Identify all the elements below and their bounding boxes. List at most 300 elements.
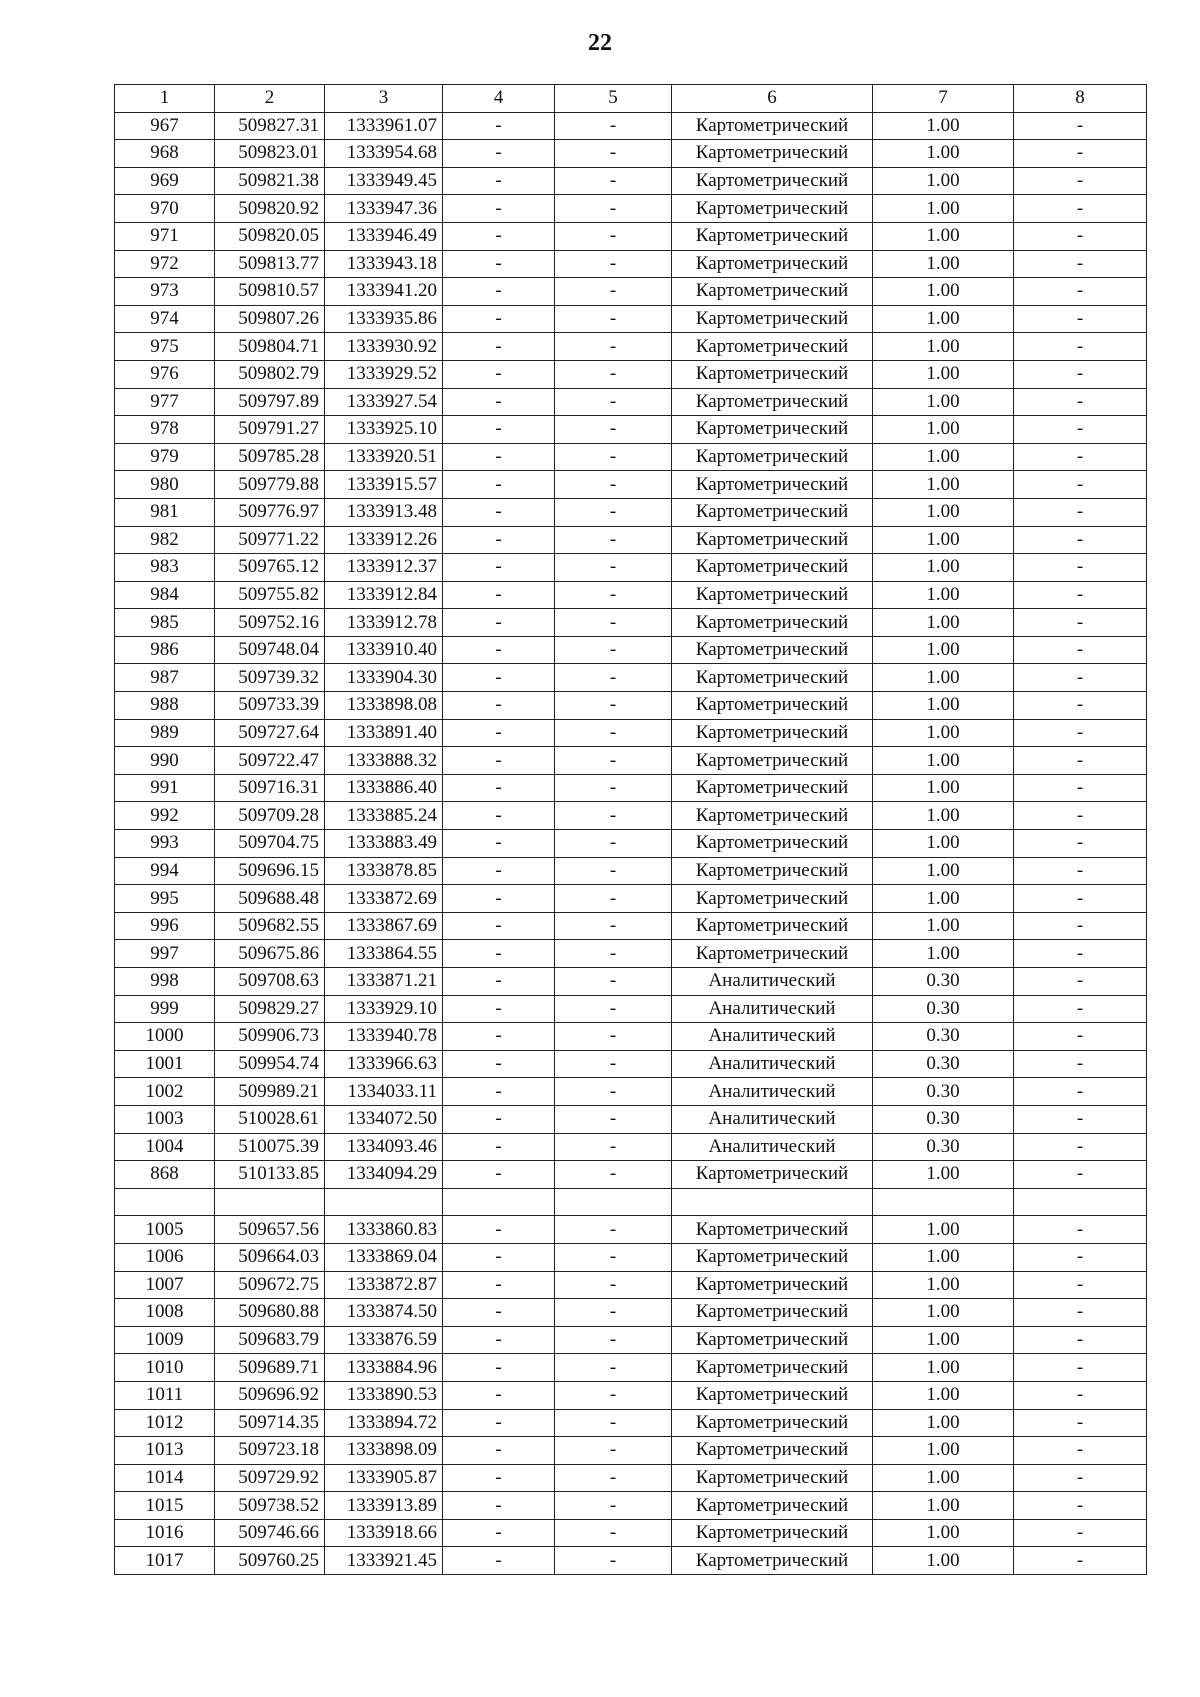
x-coordinate-cell: 510028.61	[215, 1105, 325, 1133]
column-4-cell: -	[443, 912, 555, 940]
column-4-cell: -	[443, 1243, 555, 1271]
y-coordinate-cell: 1333921.45	[325, 1547, 443, 1575]
column-5-cell: -	[555, 167, 672, 195]
column-4-cell: -	[443, 1105, 555, 1133]
method-cell: Картометрический	[672, 1381, 873, 1409]
method-cell: Картометрический	[672, 1464, 873, 1492]
accuracy-cell: 1.00	[873, 1547, 1014, 1575]
y-coordinate-cell: 1334093.46	[325, 1133, 443, 1161]
column-4-cell: -	[443, 581, 555, 609]
y-coordinate-cell: 1333913.48	[325, 498, 443, 526]
y-coordinate-cell: 1333912.84	[325, 581, 443, 609]
x-coordinate-cell: 509729.92	[215, 1464, 325, 1492]
table-row	[115, 554, 1147, 582]
column-5-cell: -	[555, 222, 672, 250]
point-number-cell: 1010	[115, 1354, 215, 1382]
point-number-cell: 971	[115, 222, 215, 250]
point-number-cell: 1016	[115, 1519, 215, 1547]
column-4-cell: -	[443, 498, 555, 526]
accuracy-cell: 1.00	[873, 912, 1014, 940]
point-number-cell: 976	[115, 360, 215, 388]
y-coordinate-cell: 1333935.86	[325, 305, 443, 333]
column-4-cell: -	[443, 1271, 555, 1299]
table-row	[115, 416, 1147, 444]
column-5-cell: -	[555, 1492, 672, 1520]
x-coordinate-cell: 509802.79	[215, 360, 325, 388]
method-cell: Аналитический	[672, 1078, 873, 1106]
column-4-cell: -	[443, 1409, 555, 1437]
table-row	[115, 968, 1147, 996]
x-coordinate-cell: 509727.64	[215, 719, 325, 747]
point-number-cell: 978	[115, 416, 215, 444]
column-8-cell: -	[1014, 1326, 1147, 1354]
x-coordinate-cell: 509675.86	[215, 940, 325, 968]
column-5-cell: -	[555, 802, 672, 830]
point-number-cell: 990	[115, 747, 215, 775]
column-4-cell: -	[443, 140, 555, 168]
accuracy-cell: 1.00	[873, 416, 1014, 444]
method-cell: Картометрический	[672, 360, 873, 388]
method-cell: Картометрический	[672, 416, 873, 444]
point-number-cell: 1012	[115, 1409, 215, 1437]
method-cell: Картометрический	[672, 940, 873, 968]
y-coordinate-cell: 1333925.10	[325, 416, 443, 444]
accuracy-cell: 0.30	[873, 968, 1014, 996]
column-5-cell: -	[555, 774, 672, 802]
column-4-cell: -	[443, 1381, 555, 1409]
x-coordinate-cell: 509746.66	[215, 1519, 325, 1547]
y-coordinate-cell: 1333943.18	[325, 250, 443, 278]
column-8-cell: -	[1014, 112, 1147, 140]
accuracy-cell: 1.00	[873, 1243, 1014, 1271]
accuracy-cell: 1.00	[873, 857, 1014, 885]
method-cell: Картометрический	[672, 774, 873, 802]
point-number-cell: 993	[115, 830, 215, 858]
y-coordinate-cell: 1333872.69	[325, 885, 443, 913]
column-5-cell: -	[555, 1078, 672, 1106]
column-5-cell: -	[555, 498, 672, 526]
method-cell: Картометрический	[672, 609, 873, 637]
column-8-cell: -	[1014, 1381, 1147, 1409]
accuracy-cell: 1.00	[873, 774, 1014, 802]
x-coordinate-cell: 509752.16	[215, 609, 325, 637]
y-coordinate-cell: 1334072.50	[325, 1105, 443, 1133]
column-8-cell: -	[1014, 857, 1147, 885]
method-cell: Картометрический	[672, 443, 873, 471]
table-row	[115, 692, 1147, 720]
column-4-cell: -	[443, 443, 555, 471]
y-coordinate-cell: 1333947.36	[325, 195, 443, 223]
y-coordinate-cell: 1333878.85	[325, 857, 443, 885]
table-row	[115, 1216, 1147, 1244]
column-5-cell: -	[555, 1547, 672, 1575]
method-cell: Картометрический	[672, 1492, 873, 1520]
y-coordinate-cell: 1333888.32	[325, 747, 443, 775]
column-5-cell: -	[555, 940, 672, 968]
table-body	[115, 112, 1147, 1574]
column-5-cell: -	[555, 692, 672, 720]
column-4-cell: -	[443, 636, 555, 664]
column-4-cell: -	[443, 664, 555, 692]
accuracy-cell: 0.30	[873, 1050, 1014, 1078]
column-4-cell: -	[443, 774, 555, 802]
x-coordinate-cell: 509672.75	[215, 1271, 325, 1299]
column-5-cell: -	[555, 609, 672, 637]
point-number-cell: 1000	[115, 1023, 215, 1051]
accuracy-cell: 1.00	[873, 1354, 1014, 1382]
accuracy-cell: 1.00	[873, 443, 1014, 471]
y-coordinate-cell: 1333912.78	[325, 609, 443, 637]
table-header-row	[115, 85, 1147, 113]
column-4-cell: -	[443, 802, 555, 830]
y-coordinate-cell: 1333884.96	[325, 1354, 443, 1382]
column-4-cell: -	[443, 830, 555, 858]
column-4-cell: -	[443, 747, 555, 775]
column-5-cell: -	[555, 1243, 672, 1271]
accuracy-cell: 0.30	[873, 1078, 1014, 1106]
column-8-cell: -	[1014, 747, 1147, 775]
table-row	[115, 360, 1147, 388]
table-row	[115, 195, 1147, 223]
accuracy-cell: 1.00	[873, 802, 1014, 830]
column-8-cell: -	[1014, 1547, 1147, 1575]
column-4-cell: -	[443, 1547, 555, 1575]
table-row	[115, 1023, 1147, 1051]
column-5-cell: -	[555, 885, 672, 913]
point-number-cell: 996	[115, 912, 215, 940]
point-number-cell: 991	[115, 774, 215, 802]
column-4-cell: -	[443, 167, 555, 195]
column-8-cell: -	[1014, 1354, 1147, 1382]
x-coordinate-cell: 510133.85	[215, 1161, 325, 1189]
accuracy-cell: 0.30	[873, 1023, 1014, 1051]
column-5-cell: -	[555, 305, 672, 333]
column-5-cell: -	[555, 830, 672, 858]
y-coordinate-cell: 1333929.10	[325, 995, 443, 1023]
y-coordinate-cell: 1333927.54	[325, 388, 443, 416]
column-5-cell: -	[555, 1050, 672, 1078]
y-coordinate-cell: 1333898.09	[325, 1437, 443, 1465]
column-8-cell: -	[1014, 1078, 1147, 1106]
column-8-cell: -	[1014, 222, 1147, 250]
method-cell: Картометрический	[672, 195, 873, 223]
method-cell: Картометрический	[672, 526, 873, 554]
method-cell: Аналитический	[672, 1050, 873, 1078]
column-8-cell: -	[1014, 1271, 1147, 1299]
x-coordinate-cell: 509696.92	[215, 1381, 325, 1409]
point-number-cell: 969	[115, 167, 215, 195]
column-5-cell: -	[555, 416, 672, 444]
column-5-cell: -	[555, 333, 672, 361]
accuracy-cell: 1.00	[873, 250, 1014, 278]
y-coordinate-cell: 1333910.40	[325, 636, 443, 664]
accuracy-cell: 1.00	[873, 1381, 1014, 1409]
column-5-cell: -	[555, 581, 672, 609]
column-4-cell: -	[443, 1519, 555, 1547]
column-5-cell: -	[555, 388, 672, 416]
y-coordinate-cell: 1333920.51	[325, 443, 443, 471]
accuracy-cell: 1.00	[873, 195, 1014, 223]
accuracy-cell: 1.00	[873, 305, 1014, 333]
column-8-cell: -	[1014, 940, 1147, 968]
y-coordinate-cell: 1334033.11	[325, 1078, 443, 1106]
method-cell: Картометрический	[672, 1243, 873, 1271]
x-coordinate-cell: 509714.35	[215, 1409, 325, 1437]
column-5-cell: -	[555, 140, 672, 168]
column-4-cell: -	[443, 278, 555, 306]
y-coordinate-cell: 1333883.49	[325, 830, 443, 858]
column-4-cell: -	[443, 1078, 555, 1106]
table-row	[115, 636, 1147, 664]
column-5-cell: -	[555, 443, 672, 471]
column-4-cell: -	[443, 1326, 555, 1354]
column-5-cell: -	[555, 112, 672, 140]
column-5-cell: -	[555, 1519, 672, 1547]
x-coordinate-cell: 509748.04	[215, 636, 325, 664]
table-row	[115, 774, 1147, 802]
table-row	[115, 1547, 1147, 1575]
table-row	[115, 857, 1147, 885]
accuracy-cell: 1.00	[873, 1326, 1014, 1354]
x-coordinate-cell: 509804.71	[215, 333, 325, 361]
table-row	[115, 443, 1147, 471]
column-8-cell: -	[1014, 1519, 1147, 1547]
table-row	[115, 222, 1147, 250]
column-5-cell: -	[555, 1354, 672, 1382]
accuracy-cell: 1.00	[873, 167, 1014, 195]
column-8-cell: -	[1014, 278, 1147, 306]
column-8-cell: -	[1014, 471, 1147, 499]
column-5-cell: -	[555, 912, 672, 940]
point-number-cell: 1008	[115, 1299, 215, 1327]
accuracy-cell	[873, 1188, 1014, 1216]
column-5-cell: -	[555, 360, 672, 388]
column-8-cell: -	[1014, 609, 1147, 637]
point-number-cell: 1013	[115, 1437, 215, 1465]
method-cell: Картометрический	[672, 802, 873, 830]
table-row	[115, 250, 1147, 278]
point-number-cell: 1014	[115, 1464, 215, 1492]
point-number-cell: 975	[115, 333, 215, 361]
x-coordinate-cell: 509906.73	[215, 1023, 325, 1051]
column-4-cell: -	[443, 1299, 555, 1327]
x-coordinate-cell: 509689.71	[215, 1354, 325, 1382]
accuracy-cell: 1.00	[873, 940, 1014, 968]
table-row	[115, 333, 1147, 361]
column-4-cell: -	[443, 222, 555, 250]
table-row	[115, 747, 1147, 775]
column-4-cell: -	[443, 1133, 555, 1161]
y-coordinate-cell: 1333949.45	[325, 167, 443, 195]
accuracy-cell: 0.30	[873, 1133, 1014, 1161]
column-5-cell: -	[555, 1409, 672, 1437]
method-cell: Картометрический	[672, 719, 873, 747]
x-coordinate-cell: 509755.82	[215, 581, 325, 609]
x-coordinate-cell: 509829.27	[215, 995, 325, 1023]
point-number-cell: 868	[115, 1161, 215, 1189]
x-coordinate-cell: 509807.26	[215, 305, 325, 333]
accuracy-cell: 1.00	[873, 581, 1014, 609]
x-coordinate-cell: 509954.74	[215, 1050, 325, 1078]
method-cell: Картометрический	[672, 1547, 873, 1575]
point-number-cell: 1005	[115, 1216, 215, 1244]
accuracy-cell: 1.00	[873, 471, 1014, 499]
accuracy-cell: 0.30	[873, 995, 1014, 1023]
column-5-cell: -	[555, 1437, 672, 1465]
column-8-cell: -	[1014, 774, 1147, 802]
table-row	[115, 140, 1147, 168]
accuracy-cell: 1.00	[873, 360, 1014, 388]
y-coordinate-cell: 1333941.20	[325, 278, 443, 306]
y-coordinate-cell: 1333867.69	[325, 912, 443, 940]
x-coordinate-cell: 509776.97	[215, 498, 325, 526]
column-8-cell: -	[1014, 1105, 1147, 1133]
table-row	[115, 388, 1147, 416]
column-8-cell: -	[1014, 1050, 1147, 1078]
column-8-cell: -	[1014, 416, 1147, 444]
table-row	[115, 1050, 1147, 1078]
method-cell: Картометрический	[672, 140, 873, 168]
column-5-cell: -	[555, 1133, 672, 1161]
x-coordinate-cell: 509723.18	[215, 1437, 325, 1465]
x-coordinate-cell: 509821.38	[215, 167, 325, 195]
accuracy-cell: 1.00	[873, 112, 1014, 140]
table-row	[115, 526, 1147, 554]
column-5-cell: -	[555, 195, 672, 223]
column-8-cell: -	[1014, 830, 1147, 858]
x-coordinate-cell: 509739.32	[215, 664, 325, 692]
table-row	[115, 278, 1147, 306]
column-5-cell: -	[555, 664, 672, 692]
point-number-cell: 995	[115, 885, 215, 913]
column-5-cell: -	[555, 995, 672, 1023]
method-cell: Картометрический	[672, 333, 873, 361]
x-coordinate-cell: 509779.88	[215, 471, 325, 499]
column-4-cell: -	[443, 1492, 555, 1520]
method-cell: Аналитический	[672, 1133, 873, 1161]
method-cell: Картометрический	[672, 498, 873, 526]
method-cell: Картометрический	[672, 471, 873, 499]
point-number-cell: 988	[115, 692, 215, 720]
column-5-cell: -	[555, 1381, 672, 1409]
x-coordinate-cell: 509738.52	[215, 1492, 325, 1520]
method-cell: Картометрический	[672, 278, 873, 306]
y-coordinate-cell: 1333961.07	[325, 112, 443, 140]
column-5-cell: -	[555, 747, 672, 775]
y-coordinate-cell: 1333894.72	[325, 1409, 443, 1437]
column-5-cell: -	[555, 1299, 672, 1327]
accuracy-cell: 1.00	[873, 1299, 1014, 1327]
accuracy-cell: 1.00	[873, 388, 1014, 416]
point-number-cell: 1009	[115, 1326, 215, 1354]
accuracy-cell: 1.00	[873, 885, 1014, 913]
table-row	[115, 995, 1147, 1023]
point-number-cell: 983	[115, 554, 215, 582]
point-number-cell: 1004	[115, 1133, 215, 1161]
x-coordinate-cell: 509688.48	[215, 885, 325, 913]
point-number-cell: 984	[115, 581, 215, 609]
column-8-cell: -	[1014, 388, 1147, 416]
table-row	[115, 1519, 1147, 1547]
column-5-cell: -	[555, 554, 672, 582]
x-coordinate-cell: 509733.39	[215, 692, 325, 720]
accuracy-cell: 1.00	[873, 333, 1014, 361]
y-coordinate-cell: 1333930.92	[325, 333, 443, 361]
column-4-cell: -	[443, 554, 555, 582]
y-coordinate-cell: 1333929.52	[325, 360, 443, 388]
method-cell: Картометрический	[672, 250, 873, 278]
column-8-cell: -	[1014, 636, 1147, 664]
column-8-cell: -	[1014, 719, 1147, 747]
y-coordinate-cell: 1333904.30	[325, 664, 443, 692]
method-cell: Картометрический	[672, 1409, 873, 1437]
x-coordinate-cell: 509708.63	[215, 968, 325, 996]
method-cell: Картометрический	[672, 1326, 873, 1354]
table-row	[115, 1271, 1147, 1299]
column-8-cell: -	[1014, 1216, 1147, 1244]
table-row	[115, 885, 1147, 913]
x-coordinate-cell: 509683.79	[215, 1326, 325, 1354]
point-number-cell: 977	[115, 388, 215, 416]
point-number-cell: 1017	[115, 1547, 215, 1575]
x-coordinate-cell	[215, 1188, 325, 1216]
table-row	[115, 912, 1147, 940]
y-coordinate-cell: 1333915.57	[325, 471, 443, 499]
y-coordinate-cell: 1333864.55	[325, 940, 443, 968]
column-8-cell: -	[1014, 664, 1147, 692]
x-coordinate-cell: 509823.01	[215, 140, 325, 168]
method-cell: Картометрический	[672, 636, 873, 664]
column-8-cell	[1014, 1188, 1147, 1216]
x-coordinate-cell: 509771.22	[215, 526, 325, 554]
method-cell: Картометрический	[672, 1216, 873, 1244]
accuracy-cell: 1.00	[873, 1464, 1014, 1492]
method-cell: Картометрический	[672, 581, 873, 609]
method-cell: Картометрический	[672, 305, 873, 333]
column-8-cell: -	[1014, 1243, 1147, 1271]
column-4-cell: -	[443, 305, 555, 333]
column-4-cell: -	[443, 526, 555, 554]
column-4-cell: -	[443, 250, 555, 278]
point-number-cell: 1007	[115, 1271, 215, 1299]
point-number-cell: 1011	[115, 1381, 215, 1409]
table-row	[115, 1188, 1147, 1216]
method-cell: Картометрический	[672, 857, 873, 885]
table-row	[115, 802, 1147, 830]
method-cell: Картометрический	[672, 388, 873, 416]
point-number-cell: 1006	[115, 1243, 215, 1271]
column-header: 1	[115, 85, 215, 113]
y-coordinate-cell: 1333913.89	[325, 1492, 443, 1520]
coordinates-table	[114, 84, 1147, 1575]
point-number-cell	[115, 1188, 215, 1216]
point-number-cell: 970	[115, 195, 215, 223]
column-4-cell: -	[443, 719, 555, 747]
column-8-cell: -	[1014, 692, 1147, 720]
y-coordinate-cell: 1333946.49	[325, 222, 443, 250]
x-coordinate-cell: 509813.77	[215, 250, 325, 278]
point-number-cell: 998	[115, 968, 215, 996]
column-5-cell: -	[555, 250, 672, 278]
table-row	[115, 609, 1147, 637]
column-5-cell: -	[555, 636, 672, 664]
column-4-cell: -	[443, 940, 555, 968]
column-header: 6	[672, 85, 873, 113]
point-number-cell: 972	[115, 250, 215, 278]
column-header: 4	[443, 85, 555, 113]
point-number-cell: 973	[115, 278, 215, 306]
point-number-cell: 967	[115, 112, 215, 140]
